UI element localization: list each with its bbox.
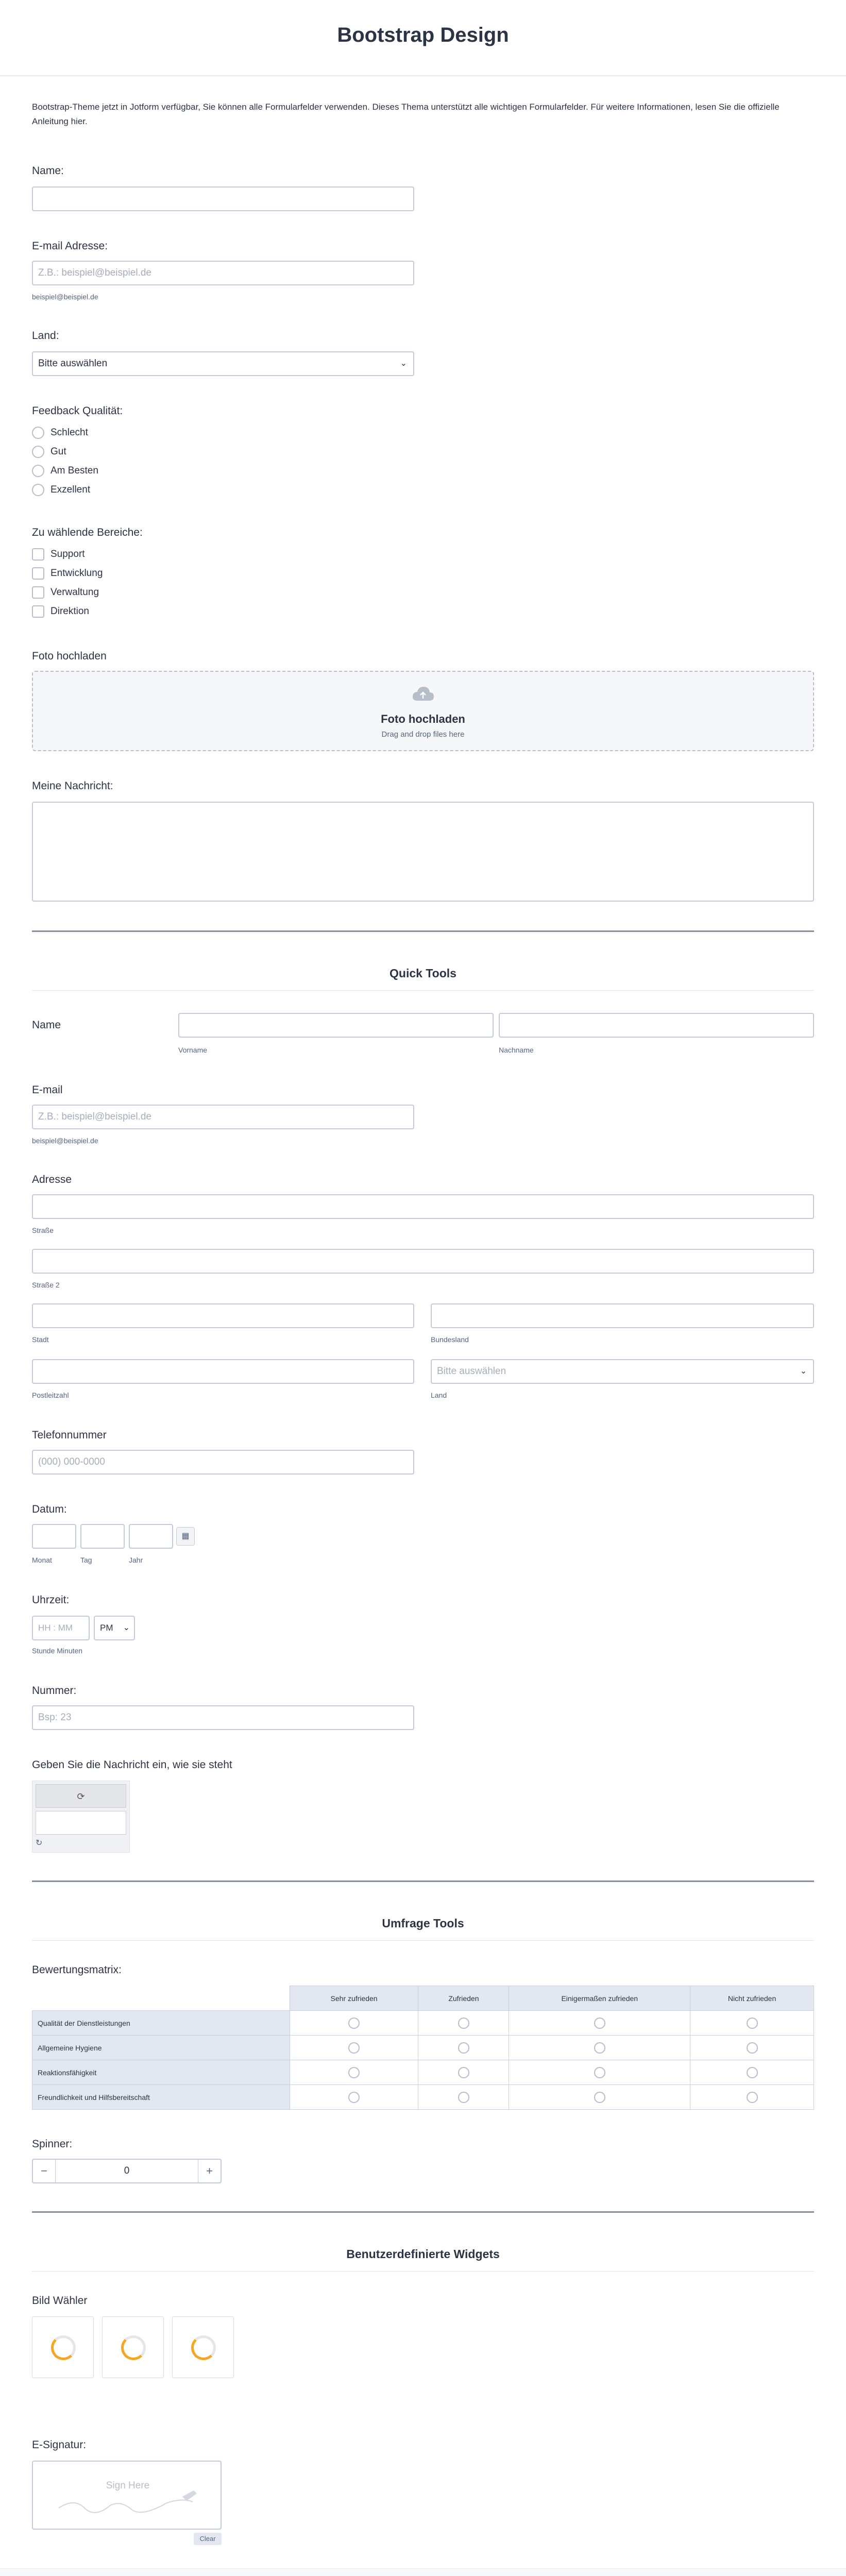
number-input[interactable]: Bsp: 23 — [32, 1705, 414, 1730]
signature-placeholder-icon — [54, 2482, 208, 2518]
matrix-row-label: Qualität der Dienstleistungen — [32, 2011, 290, 2036]
image-option[interactable] — [32, 2316, 94, 2378]
signature-pad[interactable] — [32, 2461, 222, 2530]
radio-icon[interactable] — [32, 446, 44, 458]
loading-icon — [191, 2335, 216, 2360]
name-label: Name: — [32, 165, 64, 177]
year-input[interactable] — [129, 1524, 173, 1549]
option-label: Support — [50, 549, 85, 560]
day-input[interactable] — [80, 1524, 125, 1549]
country-select[interactable] — [32, 351, 414, 376]
image-option[interactable] — [172, 2316, 234, 2378]
address-country-placeholder: Bitte auswählen — [437, 1366, 506, 1377]
day-sublabel: Tag — [80, 1556, 92, 1564]
month-sublabel: Monat — [32, 1556, 52, 1564]
matrix-label: Bewertungsmatrix: — [32, 1964, 122, 1976]
ampm-value: PM — [100, 1623, 113, 1633]
matrix-row — [32, 2011, 814, 2036]
matrix-radio[interactable] — [594, 2067, 605, 2078]
matrix-radio[interactable] — [594, 2042, 605, 2054]
last-name-input[interactable] — [499, 1013, 814, 1038]
matrix-corner — [32, 1986, 290, 2011]
matrix-radio[interactable] — [747, 2067, 758, 2078]
option-label: Gut — [50, 446, 66, 457]
image-option[interactable] — [102, 2316, 164, 2378]
section-underline — [32, 990, 814, 991]
sign-here-text: Sign Here — [106, 2480, 150, 2491]
form-header — [0, 0, 846, 76]
checkbox-icon[interactable] — [32, 548, 44, 561]
matrix-radio[interactable] — [348, 2092, 360, 2103]
email-input[interactable]: Z.B.: beispiel@beispiel.de — [32, 261, 414, 285]
radio-icon[interactable] — [32, 427, 44, 439]
section-divider — [32, 1880, 814, 1882]
matrix-column-header: Nicht zufrieden — [690, 1986, 814, 2011]
rating-matrix — [32, 1986, 814, 2110]
address-country-select[interactable] — [431, 1359, 814, 1384]
zip-input[interactable] — [32, 1359, 414, 1384]
address-label: Adresse — [32, 1174, 72, 1185]
refresh-icon[interactable]: ↻ — [36, 1839, 43, 1848]
feedback-option[interactable] — [32, 464, 98, 478]
state-input[interactable] — [431, 1303, 814, 1328]
matrix-radio[interactable] — [348, 2042, 360, 2054]
month-input[interactable] — [32, 1524, 76, 1549]
country-select-value: Bitte auswählen — [38, 358, 108, 369]
matrix-row-label: Reaktionsfähigkeit — [32, 2060, 290, 2085]
feedback-label: Feedback Qualität: — [32, 405, 123, 417]
last-name-sublabel: Nachname — [499, 1046, 534, 1054]
message-textarea[interactable] — [32, 802, 814, 902]
option-label: Entwicklung — [50, 568, 103, 579]
upload-label: Foto hochladen — [32, 650, 107, 662]
captcha-input[interactable] — [36, 1811, 126, 1835]
feedback-option[interactable] — [32, 426, 88, 440]
address-country-sublabel: Land — [431, 1391, 447, 1399]
matrix-radio[interactable] — [594, 2092, 605, 2103]
matrix-column-header: Einigermaßen zufrieden — [509, 1986, 690, 2011]
checkbox-icon[interactable] — [32, 586, 44, 599]
upload-dropzone[interactable] — [32, 671, 814, 751]
captcha-image: ⟳ — [36, 1784, 126, 1808]
section-divider — [32, 2211, 814, 2213]
matrix-radio[interactable] — [458, 2092, 469, 2103]
email-sublabel: beispiel@beispiel.de — [32, 293, 98, 301]
area-option[interactable] — [32, 585, 99, 600]
feedback-option[interactable] — [32, 483, 90, 497]
state-sublabel: Bundesland — [431, 1335, 469, 1344]
matrix-row — [32, 2085, 814, 2110]
spinner-plus-button[interactable]: + — [198, 2160, 221, 2182]
quick-email-input[interactable]: Z.B.: beispiel@beispiel.de — [32, 1105, 414, 1129]
matrix-row-label: Freundlichkeit und Hilfsbereitschaft — [32, 2085, 290, 2110]
upload-subtitle: Drag and drop files here — [381, 730, 465, 739]
country-label: Land: — [32, 330, 59, 342]
matrix-radio[interactable] — [458, 2018, 469, 2029]
message-label: Meine Nachricht: — [32, 780, 113, 792]
radio-icon[interactable] — [32, 484, 44, 496]
matrix-row-label: Allgemeine Hygiene — [32, 2036, 290, 2060]
first-name-input[interactable] — [178, 1013, 494, 1038]
option-label: Am Besten — [50, 465, 98, 476]
chevron-down-icon: ⌄ — [123, 1623, 130, 1632]
area-option[interactable] — [32, 547, 85, 562]
matrix-radio[interactable] — [348, 2018, 360, 2029]
intro-text: Bootstrap-Theme jetzt in Jotform verfügbar, Sie können alle Formularfelder verwenden. Dieses Thema unterstützt alle wichtigen Formularfelder. Für weitere Informationen, lesen Sie die offizielle Anleitung hier. — [32, 102, 780, 126]
number-label: Nummer: — [32, 1685, 77, 1697]
matrix-row — [32, 2060, 814, 2085]
street-input[interactable] — [32, 1194, 814, 1219]
time-input[interactable]: HH : MM — [32, 1616, 90, 1640]
city-input[interactable] — [32, 1303, 414, 1328]
spinner-minus-button[interactable]: − — [33, 2160, 56, 2182]
upload-title: Foto hochladen — [381, 713, 465, 725]
date-label: Datum: — [32, 1503, 67, 1515]
zip-sublabel: Postleitzahl — [32, 1391, 69, 1399]
section-title-survey-tools: Umfrage Tools — [382, 1917, 464, 1930]
street2-sublabel: Straße 2 — [32, 1281, 60, 1289]
clear-signature-button[interactable]: Clear — [194, 2533, 222, 2545]
areas-label: Zu wählende Bereiche: — [32, 527, 143, 538]
option-label: Schlecht — [50, 427, 88, 438]
matrix-radio[interactable] — [458, 2042, 469, 2054]
time-label: Uhrzeit: — [32, 1594, 70, 1606]
loading-icon — [121, 2335, 146, 2360]
checkbox-icon[interactable] — [32, 605, 44, 618]
matrix-radio[interactable] — [747, 2092, 758, 2103]
section-underline — [32, 1940, 814, 1941]
year-sublabel: Jahr — [129, 1556, 143, 1564]
email-label: E-mail Adresse: — [32, 240, 108, 252]
section-title-widgets: Benutzerdefinierte Widgets — [346, 2247, 500, 2261]
feedback-option[interactable] — [32, 445, 66, 459]
ampm-select[interactable] — [94, 1616, 135, 1640]
loading-icon — [51, 2335, 76, 2360]
area-option[interactable] — [32, 604, 89, 619]
quick-email-sublabel: beispiel@beispiel.de — [32, 1137, 98, 1145]
matrix-column-header: Zufrieden — [418, 1986, 509, 2011]
first-name-sublabel: Vorname — [178, 1046, 208, 1054]
time-sublabel: Stunde Minuten — [32, 1647, 83, 1655]
matrix-radio[interactable] — [458, 2067, 469, 2078]
street-sublabel: Straße — [32, 1226, 54, 1234]
matrix-radio[interactable] — [594, 2018, 605, 2029]
option-label: Exzellent — [50, 484, 91, 495]
form-title: Bootstrap Design — [337, 24, 509, 46]
image-picker-label: Bild Wähler — [32, 2295, 88, 2307]
captcha-label: Geben Sie die Nachricht ein, wie sie steht — [32, 1759, 232, 1771]
section-underline — [32, 2271, 814, 2272]
section-divider — [32, 930, 814, 932]
option-label: Direktion — [50, 606, 89, 617]
radio-icon[interactable] — [32, 465, 44, 477]
calendar-icon[interactable]: ▦ — [176, 1527, 195, 1546]
city-sublabel: Stadt — [32, 1335, 49, 1344]
form-footer — [0, 2568, 846, 2576]
number-spinner — [32, 2159, 222, 2183]
option-label: Verwaltung — [50, 587, 99, 598]
captcha-widget — [32, 1781, 130, 1853]
spinner-value[interactable]: 0 — [124, 2165, 130, 2176]
matrix-radio[interactable] — [348, 2067, 360, 2078]
street2-input[interactable] — [32, 1249, 814, 1274]
spinner-label: Spinner: — [32, 2138, 73, 2150]
fullname-label: Name — [32, 1019, 61, 1031]
phone-input[interactable]: (000) 000-0000 — [32, 1450, 414, 1475]
chevron-down-icon: ⌄ — [400, 359, 407, 368]
area-option[interactable] — [32, 566, 103, 581]
matrix-radio[interactable] — [747, 2018, 758, 2029]
chevron-down-icon: ⌄ — [800, 1367, 807, 1376]
matrix-radio[interactable] — [747, 2042, 758, 2054]
name-input[interactable] — [32, 187, 414, 211]
checkbox-icon[interactable] — [32, 567, 44, 580]
matrix-row — [32, 2036, 814, 2060]
cloud-upload-icon — [411, 685, 435, 703]
section-title-quick-tools: Quick Tools — [390, 967, 456, 980]
matrix-column-header: Sehr zufrieden — [290, 1986, 418, 2011]
quick-email-label: E-mail — [32, 1084, 63, 1096]
phone-label: Telefonnummer — [32, 1429, 107, 1441]
signature-label: E-Signatur: — [32, 2439, 87, 2451]
